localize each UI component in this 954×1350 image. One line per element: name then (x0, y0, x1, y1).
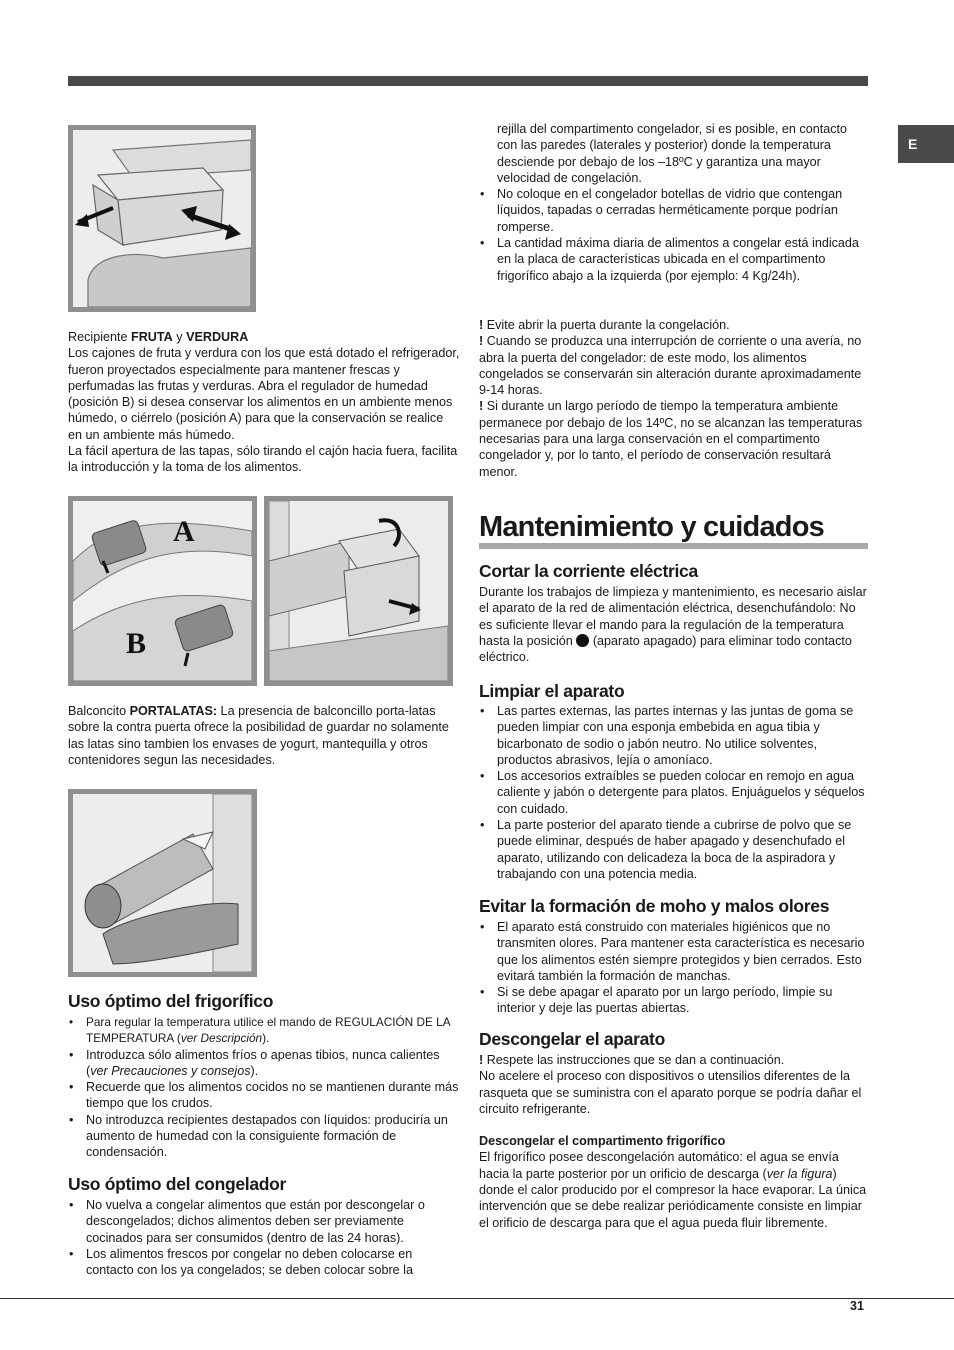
top-header-bar (68, 76, 868, 86)
defrost-title: Descongelar el aparato (479, 1029, 665, 1049)
language-tab: E (898, 125, 954, 163)
list-item: • Para regular la temperatura utilice el mando de REGULACIÓN DE LA TEMPERATURA (ver Descripción). (68, 1014, 460, 1047)
list-item: • La cantidad máxima diaria de alimentos a congelar está indicada en la placa de características ubicada en el compartimento frigorífico abajo a la izquierda (por ejemplo: 4 Kg/24h). (479, 235, 869, 284)
warning-mark: ! (479, 334, 484, 349)
label-a: A (173, 515, 195, 548)
list-item: • Las partes externas, las partes internas y las juntas de goma se pueden limpiar con una esponja embebida en agua tibia y bicarbonato de sodio o jabón neutro. No utilice solventes, productos abrasivos, lejía o amoníaco. (479, 703, 869, 768)
list-item: • Los accesorios extraíbles se pueden colocar en remojo en agua caliente y jabón o detergente para platos. Enjuáguelos y séquelos con cuidado. (479, 768, 869, 817)
list-item: • Si se debe apagar el aparato por un largo período, limpie su interior y deje las puertas abiertas. (479, 984, 869, 1017)
list-item: • Recuerde que los alimentos cocidos no se mantienen durante más tiempo que los crudos. (68, 1079, 460, 1112)
clean-title: Limpiar el aparato (479, 681, 625, 701)
fridge-use-title: Uso óptimo del frigorífico (68, 991, 274, 1011)
list-item: • Los alimentos frescos por congelar no deben colocarse en contacto con los ya congelados; se deben colocar sobre la (68, 1246, 460, 1279)
fruit-drawer-text: Recipiente FRUTA y VERDURA Los cajones de fruta y verdura con los que está dotado el refrigerador, fueron proyectados especialmente para mantener frescas y perfumadas las frutas y verduras. Abra el regulador de humedad (posición B) si desea conservar los alimentos en un ambiente menos húmedo, o ciérrelo (posición A) para que la conservación se realice en un ambiente más húmedo. La fácil apertura de las tapas, sólo tirando el cajón hacia fuera, facilita la introducción y la toma de los alimentos. (68, 330, 460, 475)
list-item: • No introduzca recipientes destapados con líquidos: produciría un aumento de humedad con la consiguiente formación de condensación. (68, 1112, 460, 1161)
fridge-use-list (68, 1014, 460, 1161)
warning-mark: ! (479, 318, 484, 332)
drawer-open-illustration (264, 496, 453, 686)
freezer-continuation: rejilla del compartimento congelador, si es posible, en contacto con las paredes (laterales y posterior) donde la temperatura desciende por debajo de los –18ºC y garantiza una mayor velocidad de congelación. • No coloque en el congelador botellas de vidrio que contengan líquidos, tapadas o cerradas herméticamente porque podrían romperse. • La cantidad máxima diaria de alimentos a congelar está indicada en la placa de características ubicada en el compartimento frigorífico abajo a la izquierda (por ejemplo: 4 Kg/24h). (479, 121, 869, 284)
defrost-text: ! Respete las instrucciones que se dan a continuación. No acelere el proceso con dispositivos o utensilios diferentes de la rasqueta que se suministra con el aparato porque se podría dañar el circuito refrigerante. Descongelar el compartimento frigorífico El frigorífico posee descongelación automático: el agua se envía hacia la parte posterior por un orificio de descarga (ver la figura) donde el calor producido por el compresor la hace evaporar. La única intervención que se debe realizar periódicamente consiste en limpiar el orificio de descarga para que el agua pueda fluir libremente. (479, 1052, 869, 1231)
off-position-dot-icon (576, 634, 589, 647)
list-item: • No vuelva a congelar alimentos que están por descongelar o descongelados; dichos alimentos deben ser previamente cocinados para ser consumidos (dentro de las 24 horas). (68, 1197, 460, 1246)
crisper-drawer-illustration (68, 125, 256, 312)
warnings-block: ! Evite abrir la puerta durante la congelación. ! Cuando se produzca una interrupción de corriente o una avería, no abra la puerta del congelador: de este modo, los alimentos congelados se conservarán sin alteración durante aproximadamente 9-14 horas. ! Si durante un largo período de tiempo la temperatura ambiente permanece por debajo de los 14ºC, no se alcanzan las temperaturas necesarias para una larga conservación en el compartimento congelador y, por lo tanto, el período de conservación resultará menor. (479, 318, 863, 479)
page-number: 31 (850, 1299, 864, 1313)
label-b: B (126, 627, 147, 660)
can-rack-text: Balconcito PORTALATAS: La presencia de balconcillo porta-latas sobre la contra puerta ofrece la posibilidad de guardar no solamente las latas sino tambien los envases de yogurt, mantequilla y otros contenidores segun las necesidades. (68, 704, 449, 767)
freezer-use-list (68, 1197, 460, 1278)
humidity-regulator-illustration (68, 496, 257, 686)
warning-mark: ! (479, 1053, 484, 1067)
mould-title: Evitar la formación de moho y malos olores (479, 896, 830, 916)
clean-list (479, 703, 869, 882)
power-title: Cortar la corriente eléctrica (479, 561, 698, 581)
mould-list (479, 919, 869, 1017)
footer-rule (0, 1298, 954, 1299)
list-item: • No coloque en el congelador botellas de vidrio que contengan líquidos, tapadas o cerradas herméticamente porque podrían romperse. (479, 186, 869, 235)
list-item: • El aparato está construido con materiales higiénicos que no transmiten olores. Para mantener esta característica es necesario que los alimentos estén siempre protegidos y bien cerrados. Esto evitará también la formación de manchas. (479, 919, 869, 984)
defrost-subtitle: Descongelar el compartimento frigorífico (479, 1134, 726, 1149)
title-underline (479, 543, 868, 549)
list-item: • Introduzca sólo alimentos fríos o apenas tibios, nunca calientes (ver Precauciones y consejos). (68, 1047, 460, 1080)
freezer-use-title: Uso óptimo del congelador (68, 1174, 287, 1194)
power-text: Durante los trabajos de limpieza y mantenimiento, es necesario aislar el aparato de la red de alimentación eléctrica, desenchufándolo: No es suficiente llevar el mando para la regulación de la temperatura hasta la posición (aparato apagado) para eliminar todo contacto eléctrico. (479, 585, 867, 665)
warning-mark: ! (479, 399, 484, 414)
list-item: • La parte posterior del aparato tiende a cubrirse de polvo que se puede eliminar, después de haber apagado y desenchufado el aparato, utilizando con delicadeza la boca de la aspiradora y trabajando con una potencia media. (479, 817, 869, 882)
can-rack-illustration (68, 789, 257, 977)
section-title: Mantenimiento y cuidados (479, 511, 824, 543)
